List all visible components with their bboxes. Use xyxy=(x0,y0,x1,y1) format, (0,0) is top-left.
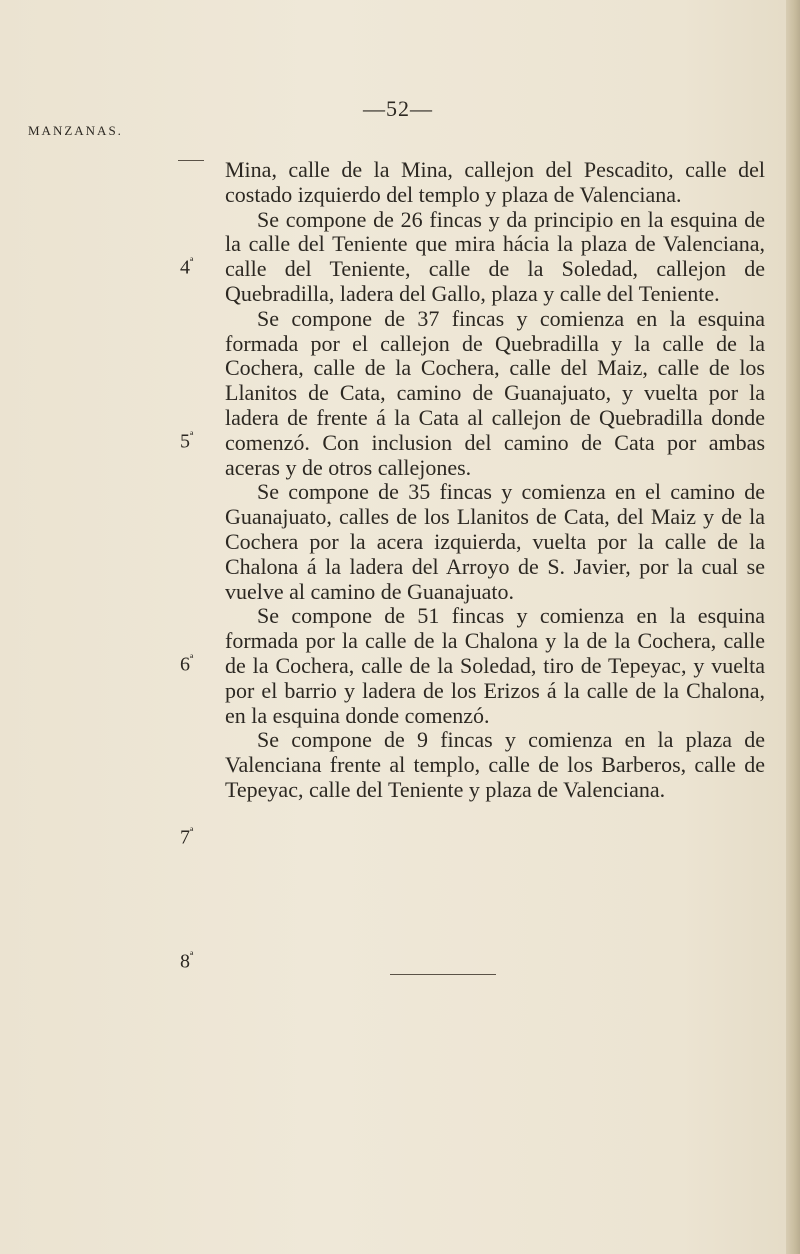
book-spine-edge xyxy=(786,0,800,1254)
paragraph-manzana-7: Se compone de 51 fincas y comienza en la esquina formada por la calle de la Chalona y la de la Cochera, calle de la Cochera, calle de la Soledad, tiro de Tepeyac, y vuelta por el barrio y ladera de los Erizos á la calle de la Chalona, en la esquina donde comenzó. xyxy=(225,603,765,728)
paragraph-manzana-8: Se compone de 9 fincas y comienza en la plaza de Valenciana frente al templo, calle de los Barberos, calle de Tepeyac, calle del Teniente y plaza de Valenciana. xyxy=(225,727,765,802)
manzana-number-4: $4^ª$ xyxy=(180,255,194,279)
running-head: MANZANAS. xyxy=(28,123,123,138)
paragraph-manzana-6: Se compone de 35 fincas y comienza en el camino de Guanajuato, calles de los Llanitos de Cata, del Maiz y de la Cochera por la acera izquierda, vuelta por la calle de la Chalona á la ladera del Arroyo de S. Javier, por la cual se vuelve al camino de Guanajuato. xyxy=(225,479,765,604)
paragraph-manzana-4: Se compone de 26 fincas y da principio en la esquina de la calle del Teniente que mira hácia la plaza de Valenciana, calle del Teniente, calle de la Soledad, callejon de Quebradilla, ladera del Gallo, plaza y calle del Teniente. xyxy=(225,206,765,306)
manzana-number-7: $7^ª$ xyxy=(180,825,194,849)
manzana-number-5: $5^ª$ xyxy=(180,429,194,453)
end-rule xyxy=(390,974,496,975)
paragraph-intro: Mina, calle de la Mina, callejon del Pescadito, calle del costado izquierdo del templo y plaza de Valenciana. xyxy=(225,157,765,207)
header-rule xyxy=(178,160,204,161)
paragraph-manzana-5: Se compone de 37 fincas y comienza en la esquina formada por el callejon de Quebradilla y la calle de la Cochera, calle de la Cochera, calle del Maiz, calle de los Llanitos de Cata, camino de Guanajuato, y vuelta por la ladera de frente á la Cata al callejon de Quebradilla donde comenzó. Con inclusion del camino de Cata por ambas aceras y de otros callejones. xyxy=(225,305,765,480)
page-number: —52— xyxy=(363,96,433,121)
body-text xyxy=(225,158,765,803)
manzana-number-6: $6^ª$ xyxy=(180,652,194,676)
manzana-number-8: $8^ª$ xyxy=(180,949,194,973)
